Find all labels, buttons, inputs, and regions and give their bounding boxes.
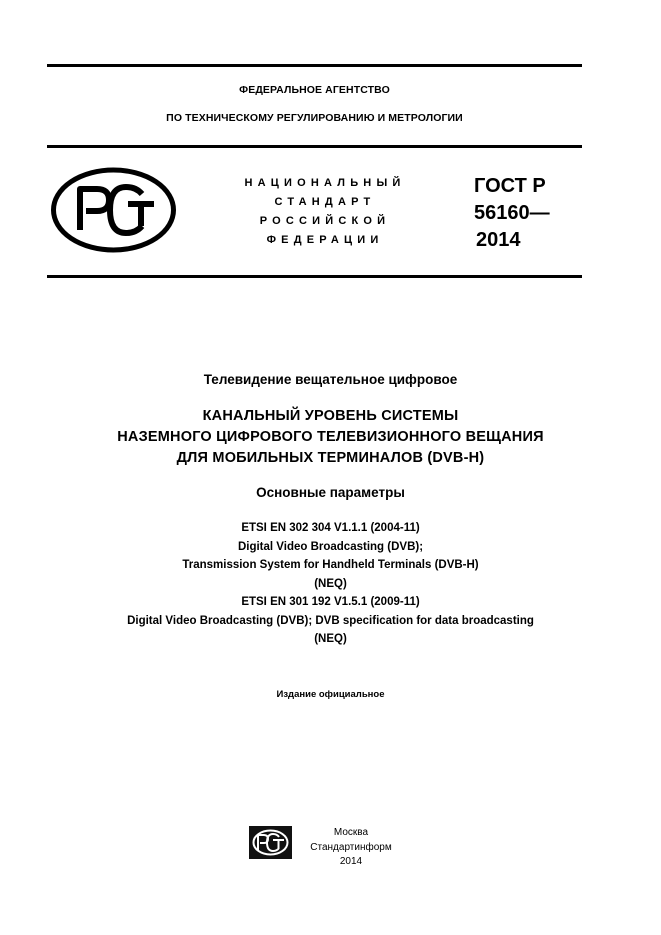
gost-line-3: 2014 — [476, 229, 521, 251]
reference-line-7: (NEQ) — [314, 633, 347, 645]
reference-line-4: (NEQ) — [314, 577, 347, 590]
title-line-2: НАЗЕМНОГО ЦИФРОВОГО ТЕЛЕВИЗИОННОГО ВЕЩАНИЯ — [117, 429, 544, 445]
national-standard-label — [218, 174, 432, 250]
title-line-1: КАНАЛЬНЫЙ УРОВЕНЬ СИСТЕМЫ — [202, 408, 459, 424]
agency-line-1: ФЕДЕРАЛЬНОЕ АГЕНТСТВО — [239, 84, 390, 96]
title-line-3: ДЛЯ МОБИЛЬНЫХ ТЕРМИНАЛОВ (DVB-H) — [176, 450, 485, 466]
document-title — [0, 406, 661, 469]
top-rule — [47, 64, 582, 67]
edition-label: Издание официальное — [276, 689, 385, 700]
reference-line-3: Transmission System for Handheld Terminals (DVB-H) — [182, 559, 479, 571]
document-subject: Телевидение вещательное цифровое — [203, 372, 458, 387]
standartinform-logo-icon — [249, 826, 292, 859]
reference-line-1: ETSI EN 302 304 V1.1.1 (2004-11) — [241, 522, 420, 534]
publisher-name: Стандартинформ — [310, 841, 392, 853]
reference-standards — [0, 519, 661, 649]
gost-line-1: ГОСТ Р — [474, 175, 546, 197]
reference-line-5: ETSI EN 301 192 V1.5.1 (2009-11) — [241, 596, 420, 608]
gost-line-2: 56160— — [474, 202, 550, 224]
reference-line-6: Digital Video Broadcasting (DVB); DVB specification for data broadcasting — [127, 614, 534, 627]
national-line-4: ФЕДЕРАЦИИ — [266, 234, 384, 246]
publisher-city: Москва — [333, 827, 369, 838]
agency-line-2: ПО ТЕХНИЧЕСКОМУ РЕГУЛИРОВАНИЮ И МЕТРОЛОГИИ — [166, 112, 463, 124]
gost-r-logo-icon — [50, 167, 177, 253]
middle-rule — [47, 145, 582, 148]
publisher-year: 2014 — [339, 856, 363, 867]
reference-line-2: Digital Video Broadcasting (DVB); — [237, 540, 424, 553]
document-subtitle: Основные параметры — [256, 485, 405, 500]
national-line-3: РОССИЙСКОЙ — [259, 215, 391, 227]
national-line-2: СТАНДАРТ — [274, 196, 376, 208]
national-line-1: НАЦИОНАЛЬНЫЙ — [244, 177, 406, 189]
bottom-rule — [47, 275, 582, 278]
standard-number — [474, 173, 550, 254]
publisher-block — [296, 826, 406, 870]
